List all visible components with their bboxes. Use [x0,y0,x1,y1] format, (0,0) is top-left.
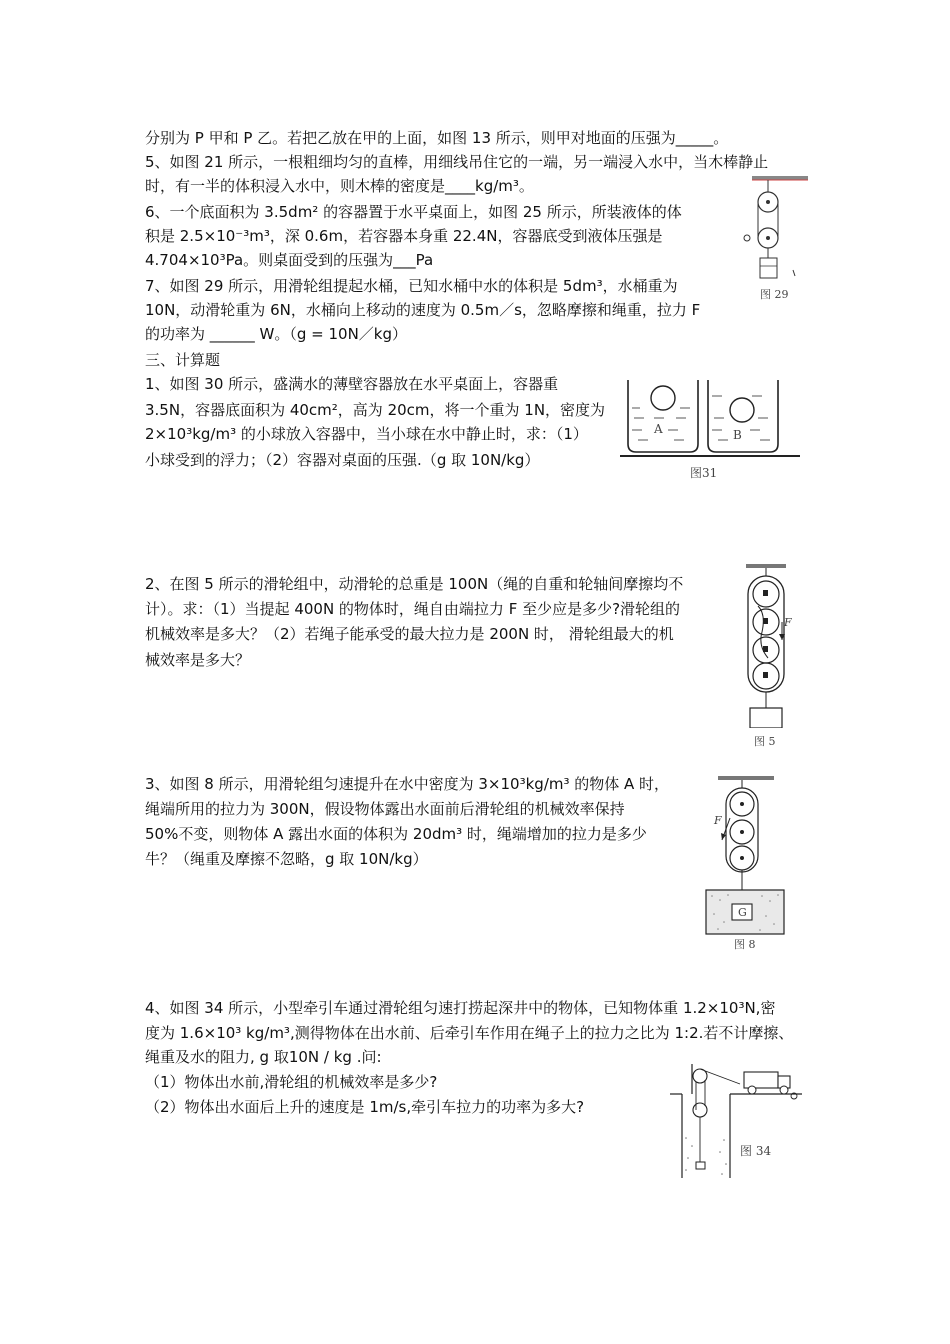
force-label: F [784,616,792,629]
figure-5 [738,562,798,748]
figure-caption: 图 5 [754,735,776,748]
question-5-line: 时，有一半的体积浸入水中，则木棒的密度是____kg/m³。 [145,177,534,195]
calc-4-line: 4、如图 34 所示，小型牵引车通过滑轮组匀速打捞起深井中的物体，已知物体重 1.2×10³N,密 [145,999,776,1017]
section-title: 三、计算题 [145,351,221,369]
object-label: G [738,906,747,919]
calc-1-line: 2×10³kg/m³ 的小球放入容器中，当小球在水中静止时，求：（1） [145,425,588,443]
question-7-line: 10N，动滑轮重为 6N，水桶向上移动的速度为 0.5m／s，忽略摩擦和绳重，拉力 F [145,301,701,319]
question-6-line: 积是 2.5×10⁻³m³，深 0.6m，若容器本身重 22.4N，容器底受到液体压强是 [145,227,663,245]
calc-2-line: 2、在图 5 所示的滑轮组中，动滑轮的总重是 100N（绳的自重和轮轴间摩擦均不 [145,575,684,593]
calc-2-line: 计）。求：（1）当提起 400N 的物体时，绳自由端拉力 F 至少应是多少?滑轮组的 [145,600,681,618]
figure-caption: 图 8 [734,938,756,951]
calc-4-line: （2）物体出水面后上升的速度是 1m/s,牵引车拉力的功率为多大? [145,1098,585,1116]
question-6-line: 4.704×10³Pa。则桌面受到的压强为___Pa [145,251,434,269]
figure-29 [738,172,808,302]
text-line: 分别为 P 甲和 P 乙。若把乙放在甲的上面，如图 13 所示，则甲对地面的压强为_____。 [145,129,729,147]
figure-31 [620,374,800,484]
figure-caption: 图31 [690,466,718,480]
calc-3-line: 3、如图 8 所示，用滑轮组匀速提升在水中密度为 3×10³kg/m³ 的物体 A 时， [145,775,670,793]
container-a-label: A [654,422,663,436]
calc-1-line: 小球受到的浮力；（2）容器对桌面的压强.（g 取 10N/kg） [145,451,540,469]
question-7-line: 的功率为 ______ W。（g = 10N／kg） [145,325,408,343]
question-5-line: 5、如图 21 所示，一根粗细均匀的直棒，用细线吊住它的一端，另一端浸入水中，当木棒静止 [145,153,769,171]
calc-3-line: 绳端所用的拉力为 300N，假设物体露出水面前后滑轮组的机械效率保持 [145,800,625,818]
calc-3-line: 牛？（绳重及摩擦不忽略，g 取 10N/kg） [145,850,428,868]
figure-caption: 图 29 [760,288,789,301]
calc-4-line: （1）物体出水前,滑轮组的机械效率是多少? [145,1073,438,1091]
calc-1-line: 3.5N，容器底面积为 40cm²，高为 20cm，将一个重为 1N，密度为 [145,401,606,419]
question-6-line: 6、一个底面积为 3.5dm² 的容器置于水平桌面上，如图 25 所示，所装液体的体 [145,203,682,221]
figure-34 [670,1054,802,1188]
calc-1-line: 1、如图 30 所示，盛满水的薄壁容器放在水平桌面上，容器重 [145,375,559,393]
calc-4-line: 度为 1.6×10³ kg/m³,测得物体在出水前、后牵引车作用在绳子上的拉力之比为 1:2.若不计摩擦、 [145,1024,794,1042]
calc-3-line: 50%不变，则物体 A 露出水面的体积为 20dm³ 时，绳端增加的拉力是多少 [145,825,647,843]
container-b-label: B [733,428,742,442]
question-7-line: 7、如图 29 所示，用滑轮组提起水桶，已知水桶中水的体积是 5dm³，水桶重为 [145,277,678,295]
figure-8 [704,774,786,951]
calc-2-line: 机械效率是多大？（2）若绳子能承受的最大拉力是 200N 时， 滑轮组最大的机 [145,625,674,643]
calc-2-line: 械效率是多大？ [145,651,251,669]
force-label: F [714,814,722,827]
calc-4-line: 绳重及水的阻力, g 取10N / kg .问: [145,1048,382,1066]
figure-caption: 图 34 [740,1144,772,1158]
